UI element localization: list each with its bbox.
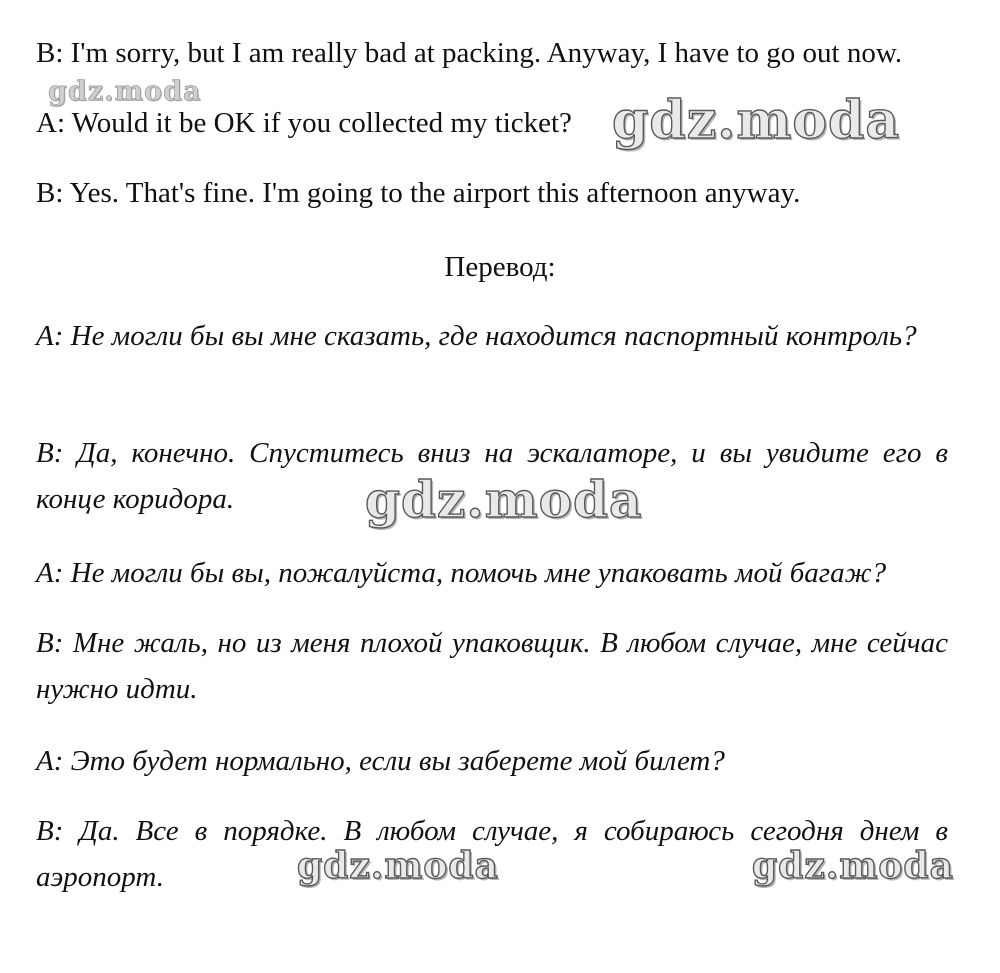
english-line-2: A: Would it be OK if you collected my ticket? xyxy=(36,107,572,139)
translation-paragraph-5: A: Это будет нормально, если вы заберете мой билет? xyxy=(36,745,725,777)
translation-paragraph-4: B: Мне жаль, но из меня плохой упаковщик. В любом случае, мне сейчас нужно идти. xyxy=(36,627,948,705)
english-line-3: B: Yes. That's fine. I'm going to the airport this afternoon anyway. xyxy=(36,177,801,209)
watermark-bottom-left: gdz.moda xyxy=(297,845,499,887)
watermark-top: gdz.moda xyxy=(612,90,901,151)
watermark-bottom-right: gdz.moda xyxy=(752,845,954,887)
english-line-1: B: I'm sorry, but I am really bad at packing. Anyway, I have to go out now. xyxy=(36,37,903,69)
translation-paragraph-1: A: Не могли бы вы мне сказать, где находится паспортный контроль? xyxy=(36,320,917,352)
watermark-small: gdz.moda xyxy=(48,76,202,107)
translation-paragraph-3: A: Не могли бы вы, пожалуйста, помочь мне упаковать мой багаж? xyxy=(36,557,887,589)
translation-paragraph-2: B: Да, конечно. Спуститесь вниз на эскалаторе, и вы увидите его в конце коридора. xyxy=(36,437,948,515)
watermark-middle: gdz.moda xyxy=(365,470,643,529)
translation-heading: Перевод: xyxy=(444,251,556,283)
translation-paragraph-6: B: Да. Все в порядке. В любом случае, я собираюсь сегодня днем в аэропорт. xyxy=(36,815,948,893)
